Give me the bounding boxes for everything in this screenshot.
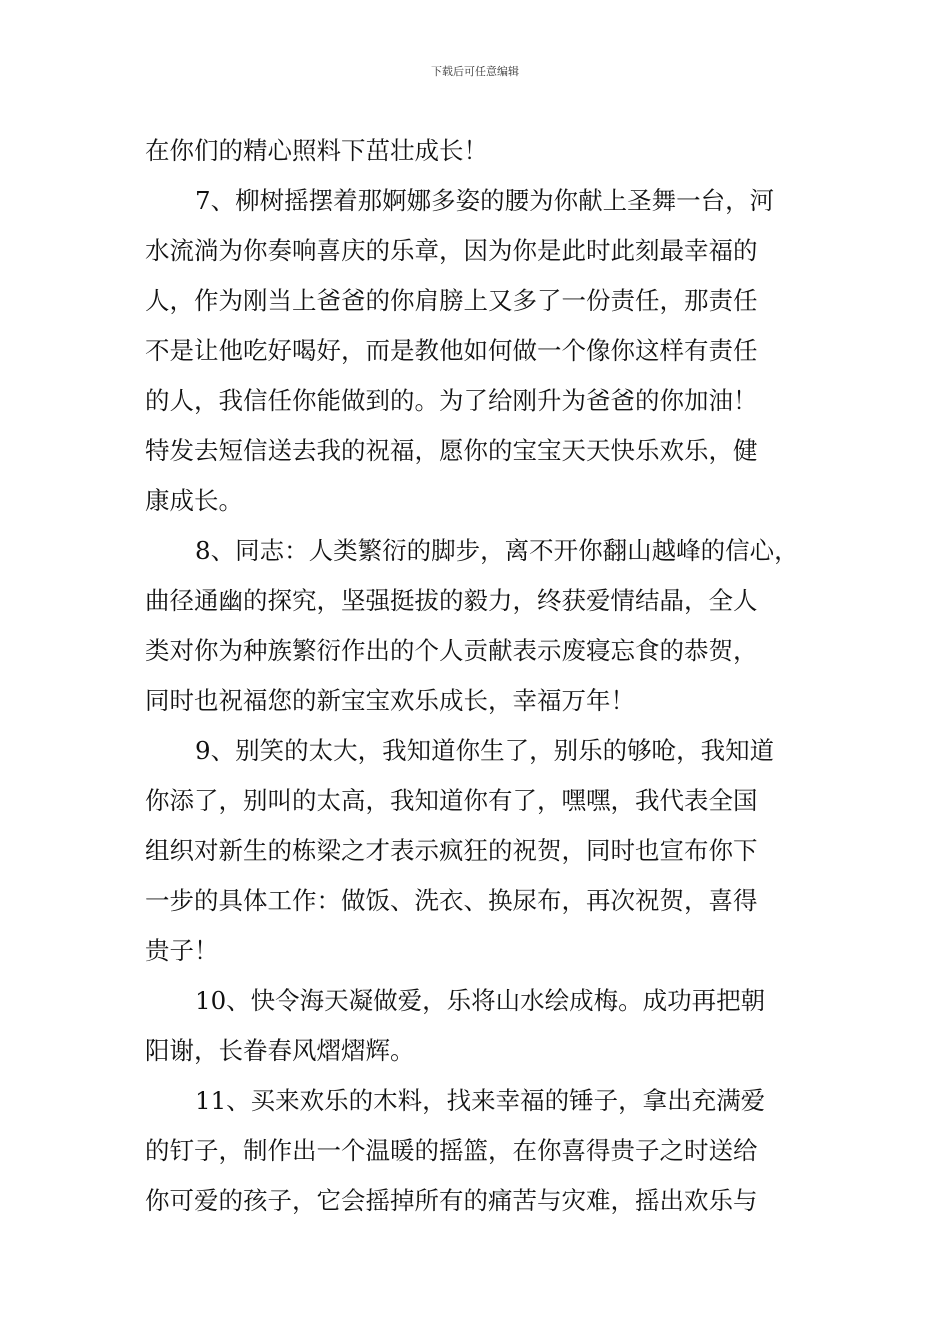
text-line: 曲径通幽的探究，坚强挺拔的毅力，终获爱情结晶，全人 [145,586,758,615]
text-line: 8、同志：人类繁衍的脚步，离不开你翻山越峰的信心， [195,536,799,565]
page-header: 下载后可任意编辑 [431,65,519,78]
text-line: 9、别笑的太大，我知道你生了，别乐的够呛，我知道 [195,736,775,765]
text-line: 水流淌为你奏响喜庆的乐章，因为你是此时此刻最幸福的 [145,236,758,265]
text-line: 贵子！ [145,936,219,965]
text-line: 的钉子，制作出一个温暖的摇篮，在你喜得贵子之时送给 [145,1136,758,1165]
text-line: 你可爱的孩子，它会摇掉所有的痛苦与灾难，摇出欢乐与 [145,1186,758,1215]
text-line: 阳谢，长眷春风熠熠辉。 [145,1036,415,1065]
text-line: 人，作为刚当上爸爸的你肩膀上又多了一份责任，那责任 [145,286,758,315]
text-line: 的人，我信任你能做到的。为了给刚升为爸爸的你加油！ [145,386,758,415]
text-line: 10、快令海天凝做爱，乐将山水绘成梅。成功再把朝 [195,986,766,1015]
text-line: 一步的具体工作：做饭、洗衣、换尿布，再次祝贺，喜得 [145,886,758,915]
text-line: 不是让他吃好喝好，而是教他如何做一个像你这样有责任 [145,336,758,365]
text-line: 同时也祝福您的新宝宝欢乐成长，幸福万年！ [145,686,635,715]
text-line: 康成长。 [145,486,243,515]
text-line: 你添了，别叫的太高，我知道你有了，嘿嘿，我代表全国 [145,786,758,815]
text-line: 特发去短信送去我的祝福，愿你的宝宝天天快乐欢乐，健 [145,436,758,465]
text-line: 7、柳树摇摆着那婀娜多姿的腰为你献上圣舞一台，河 [195,186,775,215]
document-body [145,126,815,1226]
text-line: 组织对新生的栋梁之才表示疯狂的祝贺，同时也宣布你下 [145,836,758,865]
text-line: 11、买来欢乐的木料，找来幸福的锤子，拿出充满爱 [195,1086,766,1115]
text-line: 类对你为种族繁衍作出的个人贡献表示废寝忘食的恭贺， [145,636,758,665]
text-line: 在你们的精心照料下茁壮成长！ [145,136,488,165]
